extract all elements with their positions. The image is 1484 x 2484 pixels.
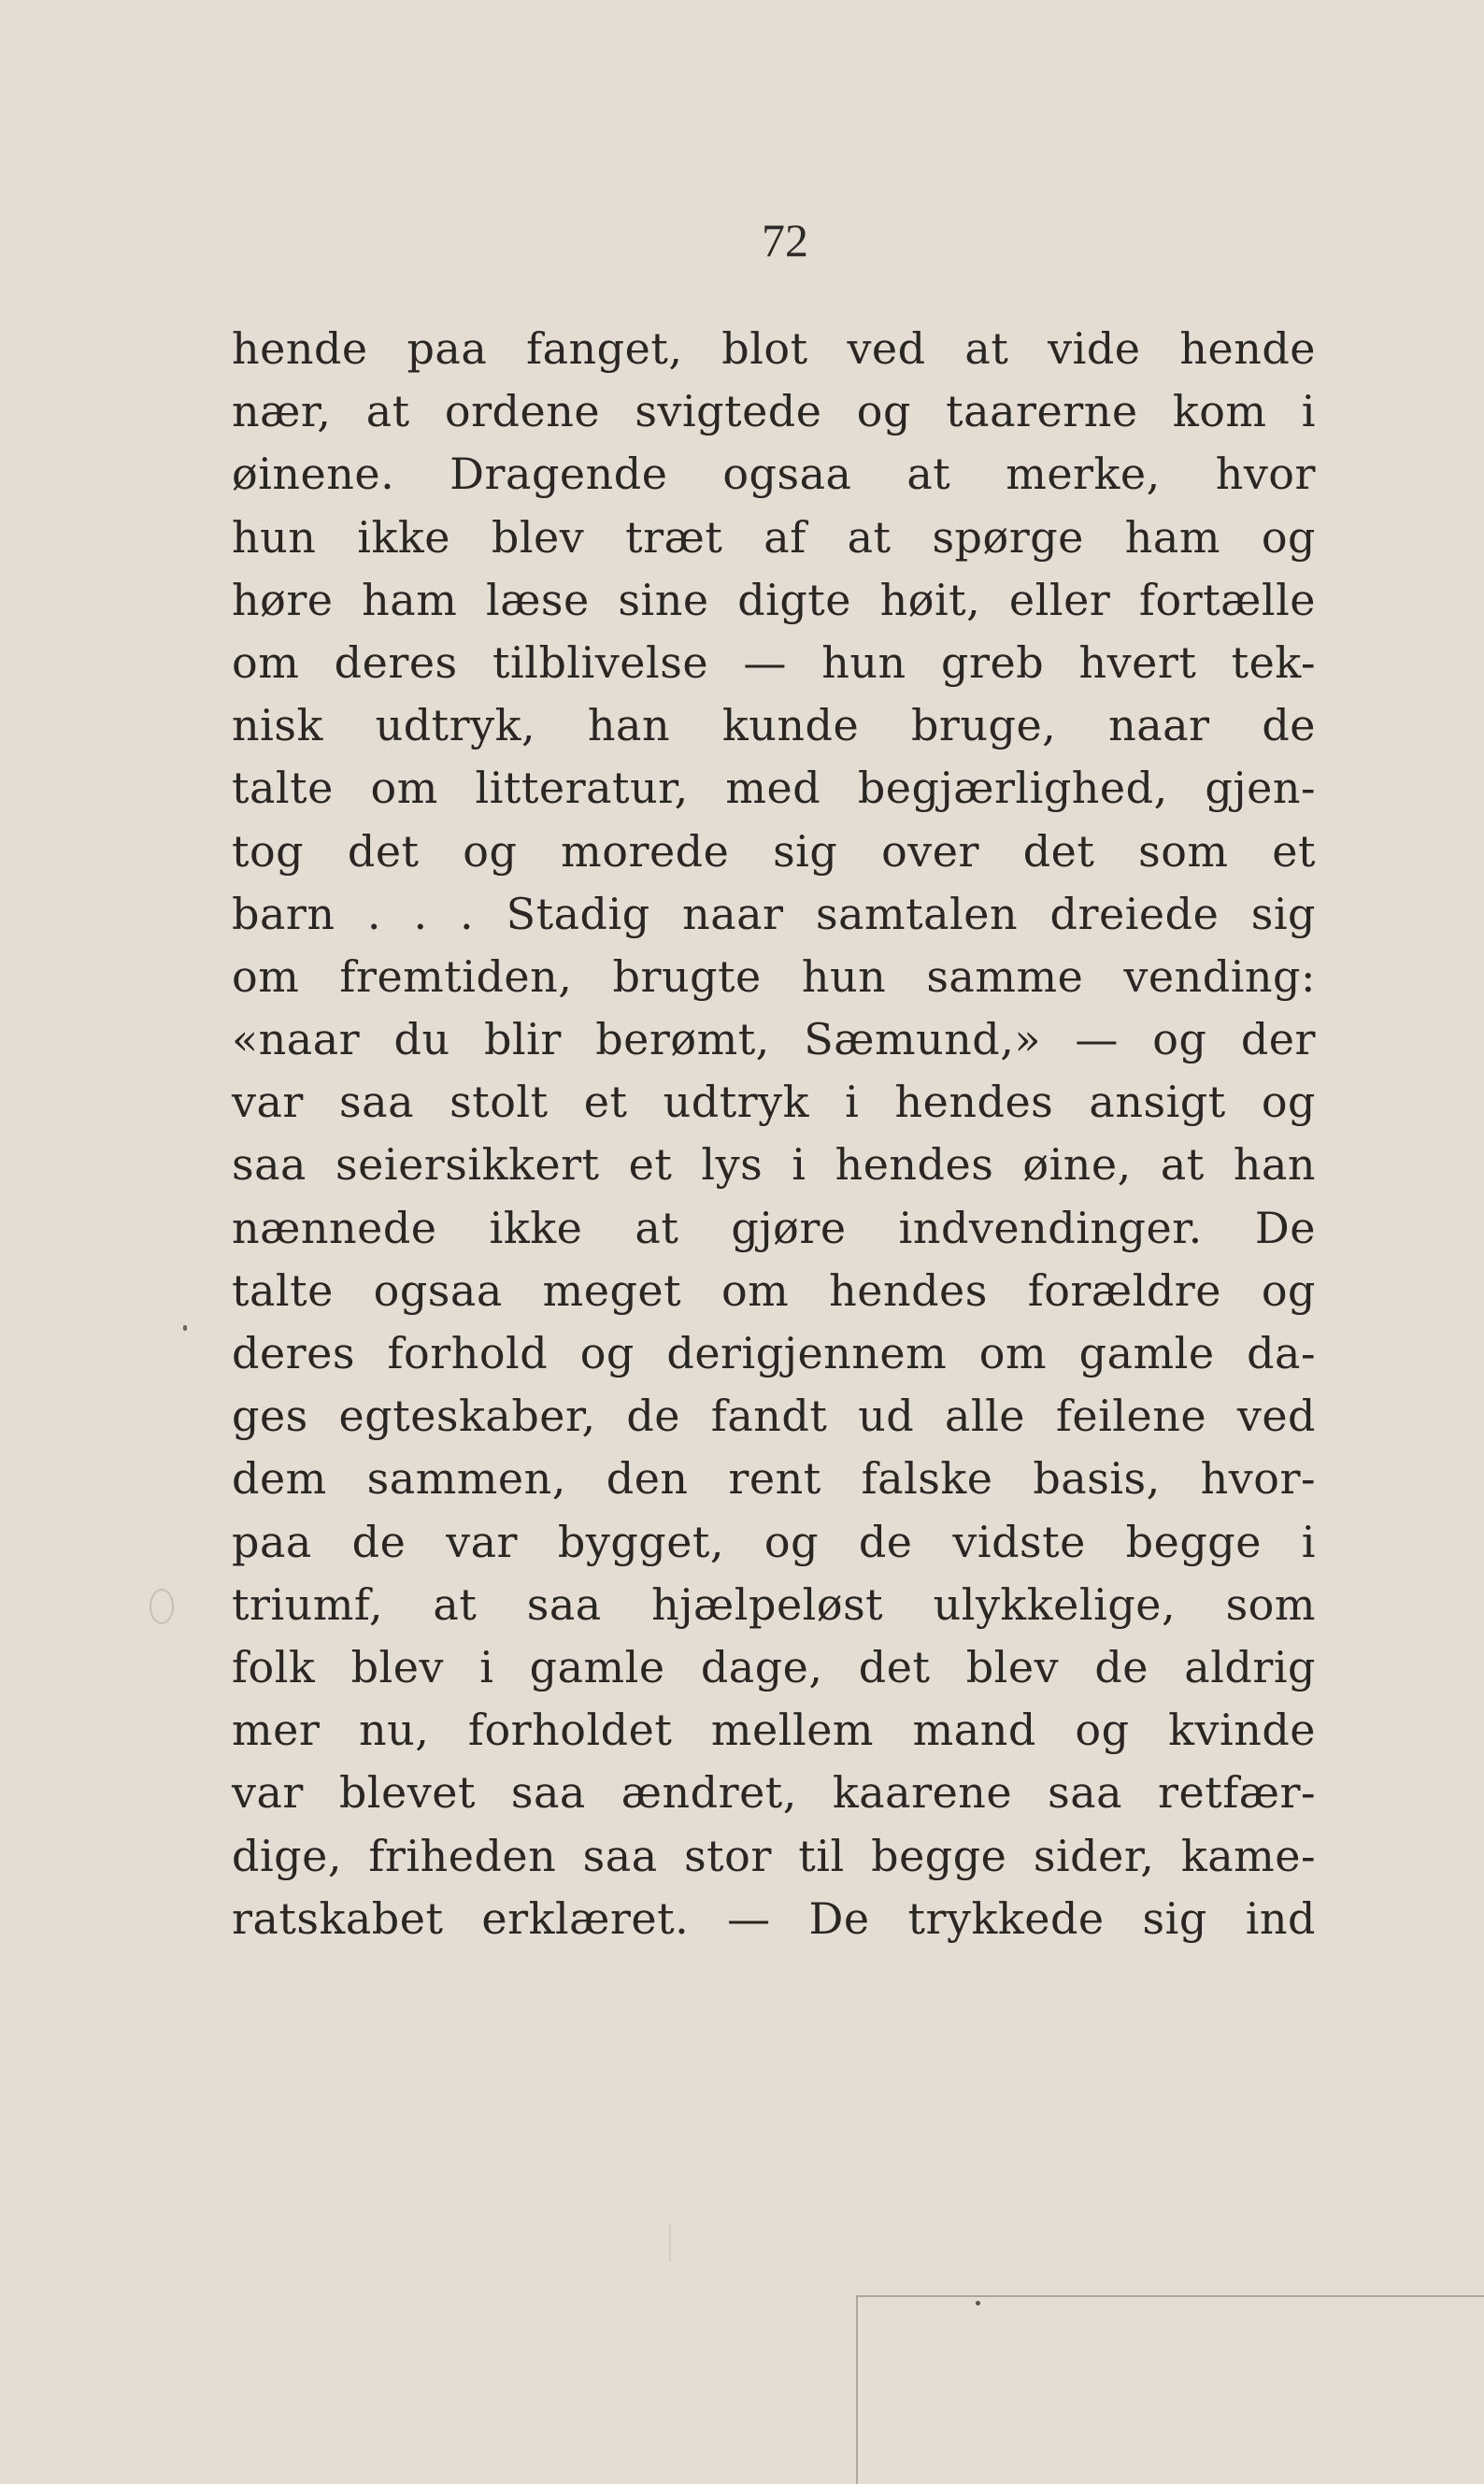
paper-speck [669,2224,671,2262]
margin-speck [183,1325,187,1331]
text-line: talte ogsaa meget om hendes forældre og [232,1264,1316,1316]
text-line: dem sammen, den rent falske basis, hvor- [232,1453,1316,1505]
text-line: folk blev i gamle dage, det blev de aldrig [232,1641,1316,1692]
text-line: deres forhold og derigjennem om gamle da- [232,1328,1316,1378]
text-line: om deres tilblivelse — hun greb hvert tek- [232,636,1316,688]
text-line: dige, friheden saa stor til begge sider, kame- [232,1830,1316,1881]
text-line: mer nu, forholdet mellem mand og kvinde [232,1705,1316,1756]
text-line: talte om litteratur, med begjærlighed, gjen- [232,763,1316,814]
text-line: ratskabet erklæret. — De trykkede sig ind [232,1892,1316,1944]
text-line: høre ham læse sine digte høit, eller fortælle [232,574,1316,625]
text-line: var blevet saa ændret, kaarene saa retfær- [232,1767,1316,1819]
text-line: nisk udtryk, han kunde bruge, naar de [232,700,1316,751]
scan-frame-corner [856,2295,1484,2484]
text-line: var saa stolt et udtryk i hendes ansigt og [232,1077,1316,1128]
text-line: paa de var bygget, og de vidste begge i [232,1516,1316,1567]
margin-mark [150,1589,174,1624]
body-text [232,318,1316,1950]
text-line: hende paa fanget, blot ved at vide hende [232,323,1316,374]
text-line: saa seiersikkert et lys i hendes øine, at han [232,1139,1316,1191]
text-line: tog det og morede sig over det som et [232,825,1316,877]
page-number: 72 [762,214,808,266]
text-line: om fremtiden, brugte hun samme vending: [232,950,1316,1002]
text-line: triumf, at saa hjælpeløst ulykkelige, som [232,1578,1316,1630]
text-line: øinene. Dragende ogsaa at merke, hvor [232,449,1316,500]
text-line: «naar du blir berømt, Sæmund,» — og der [232,1014,1316,1065]
text-line: hun ikke blev træt af at spørge ham og [232,511,1316,563]
text-line: nænnede ikke at gjøre indvendinger. De [232,1202,1316,1253]
text-line: ges egteskaber, de fandt ud alle feilene ved [232,1391,1316,1442]
text-line: barn . . . Stadig naar samtalen dreiede sig [232,888,1316,939]
corner-speck [976,2301,980,2306]
text-line: nær, at ordene svigtede og taarerne kom i [232,386,1316,437]
